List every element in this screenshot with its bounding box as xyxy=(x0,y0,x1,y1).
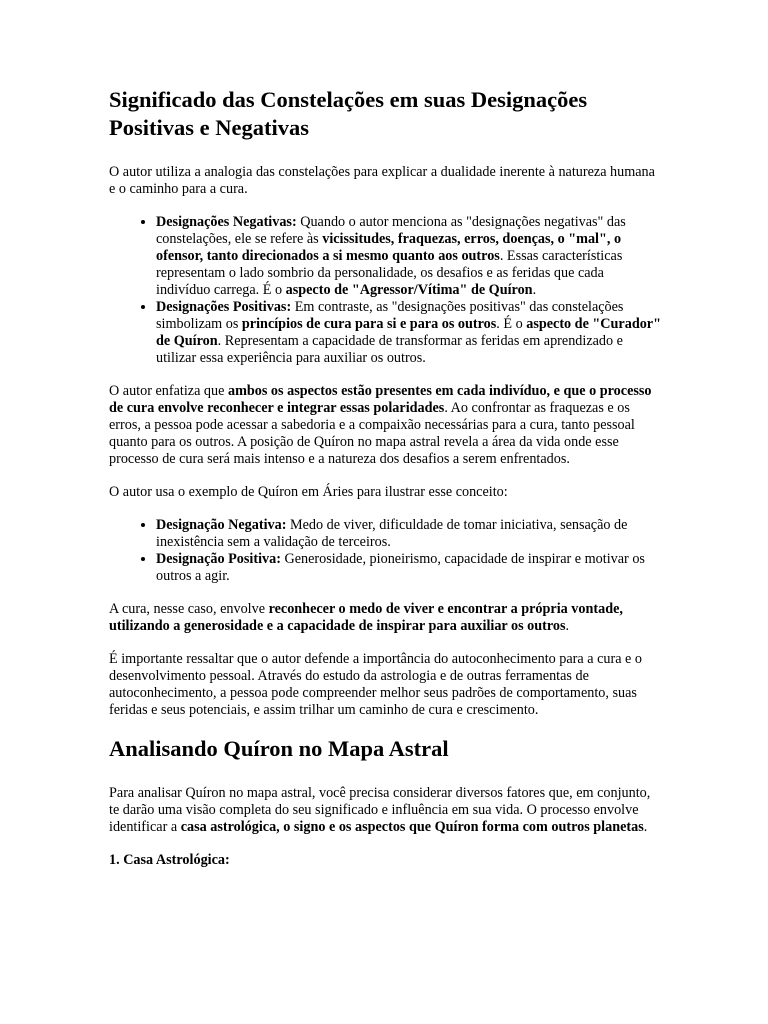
section-title: Significado das Constelações em suas Designações Positivas e Negativas xyxy=(109,87,588,140)
paragraph-text: O autor enfatiza que xyxy=(109,383,228,399)
paragraph-text: . xyxy=(565,618,570,634)
paragraph-emphasis: casa astrológica, o signo e os aspectos que Quíron forma com outros planetas xyxy=(180,819,644,835)
subheading: 1. Casa Astrológica: xyxy=(109,852,230,868)
list-item-positive-example xyxy=(156,551,661,585)
list-item-negative-example xyxy=(156,517,661,551)
intro-paragraph: O autor utiliza a analogia das constelações para explicar a dualidade inerente à natureza humana e o caminho para a cura. xyxy=(109,164,655,197)
item-emphasis: princípios de cura para si e para os outros xyxy=(241,316,497,332)
item-emphasis: aspecto de "Agressor/Vítima" de Quíron xyxy=(285,282,533,298)
self-knowledge-paragraph: É importante ressaltar que o autor defende a importância do autoconhecimento para a cura e o desenvolvimento pessoal. Através do estudo da astrologia e de outras ferramentas de autoconhecimento, a pessoa pode compreender melhor seus padrões de comportamento, suas feridas e seus potenciais, e assim trilhar um caminho de cura e crescimento. xyxy=(109,651,642,718)
paragraph-text: . Ao confrontar as fraquezas e os erros, a pessoa pode acessar a sabedoria e a compaixão necessárias para a cura, tanto pessoal quanto para os outros. A posição de Quíron no mapa astral revela a área da vida onde esse processo de cura será mais intenso e a natureza dos desafios a serem enfrentados. xyxy=(109,400,635,467)
paragraph-text: Para analisar Quíron no mapa astral, você precisa considerar diversos fatores que, em conjunto, te darão uma visão completa do seu significado e influência em sua vida. O processo envolve identificar a xyxy=(109,785,651,835)
item-text: Generosidade, pioneirismo, capacidade de inspirar e motivar os outros a agir. xyxy=(156,551,645,584)
item-label: Designação Positiva: xyxy=(156,551,281,567)
item-label: Designação Negativa: xyxy=(156,517,287,533)
paragraph-text: . xyxy=(643,819,648,835)
item-text: . Essas características representam o lado sombrio da personalidade, os desafios e as feridas que cada indivíduo carrega. É o xyxy=(156,248,623,298)
item-text: . Representam a capacidade de transformar as feridas em aprendizado e utilizar essa experiência para auxiliar os outros. xyxy=(156,333,623,366)
list-item-negative xyxy=(156,214,661,299)
cure-paragraph xyxy=(109,601,661,635)
item-text: Em contraste, as "designações positivas" das constelações simbolizam os xyxy=(156,299,624,332)
item-text: Medo de viver, dificuldade de tomar iniciativa, sensação de inexistência sem a validação de terceiros. xyxy=(156,517,628,550)
emphasis-paragraph xyxy=(109,383,661,468)
item-text: . xyxy=(532,282,537,298)
document-body xyxy=(109,86,661,869)
paragraph-text: A cura, nesse caso, envolve xyxy=(109,601,269,617)
example-intro-paragraph: O autor usa o exemplo de Quíron em Áries para ilustrar esse conceito: xyxy=(109,484,508,500)
item-label: Designações Negativas: xyxy=(156,214,297,230)
item-text: Quando o autor menciona as "designações negativas" das constelações, ele se refere às xyxy=(156,214,626,247)
analysis-paragraph xyxy=(109,785,661,836)
item-emphasis: aspecto de "Curador" de Quíron xyxy=(156,316,661,349)
aries-example-list xyxy=(109,517,661,585)
designations-list xyxy=(109,214,661,367)
item-text: . É o xyxy=(496,316,527,332)
item-label: Designações Positivas: xyxy=(156,299,292,315)
list-item-positive xyxy=(156,299,661,367)
paragraph-emphasis: ambos os aspectos estão presentes em cada indivíduo, e que o processo de cura envolve reconhecer e integrar essas polaridades xyxy=(109,383,652,416)
section-heading: Analisando Quíron no Mapa Astral xyxy=(109,736,449,761)
item-emphasis: vicissitudes, fraquezas, erros, doenças, o "mal", o ofensor, tanto direcionados a si mesmo quanto aos outros xyxy=(156,231,622,264)
paragraph-emphasis: reconhecer o medo de viver e encontrar a própria vontade, utilizando a generosidade e a capacidade de inspirar para auxiliar os outros xyxy=(109,601,623,634)
